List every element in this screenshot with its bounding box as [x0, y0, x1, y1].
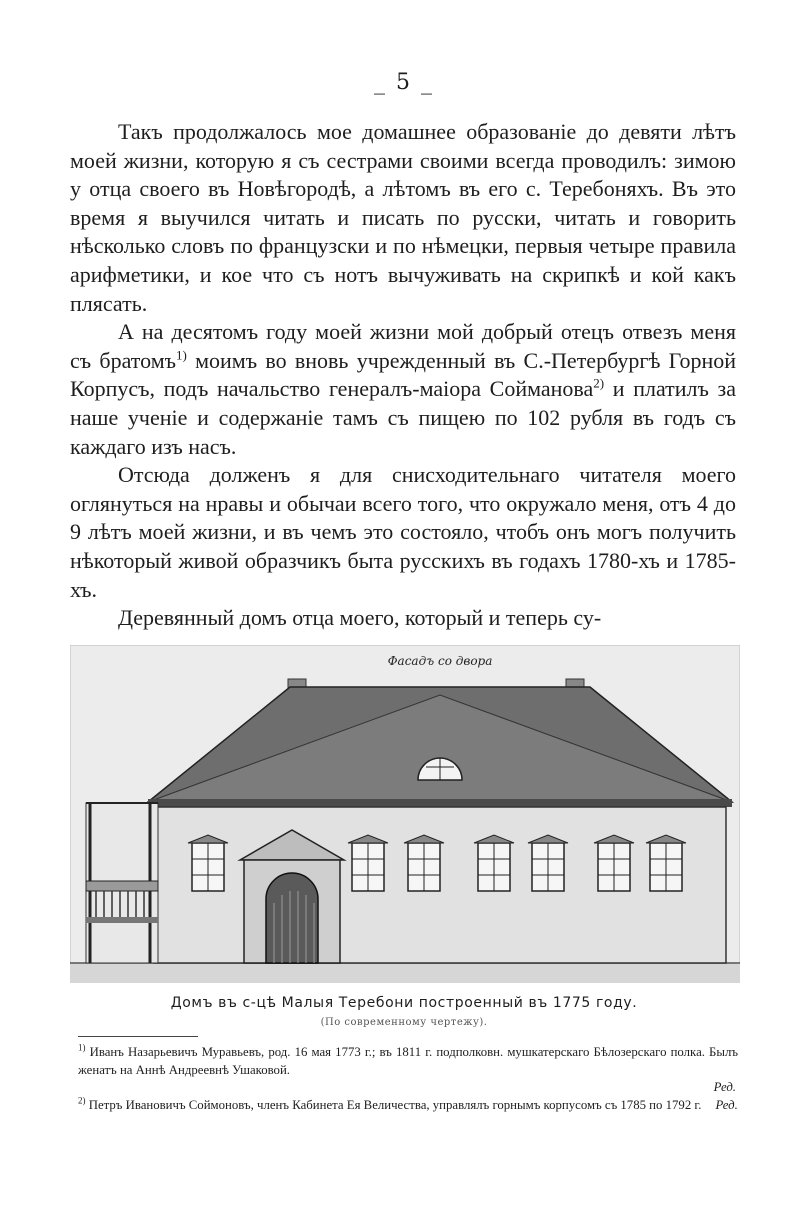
footnote-2-editor: Ред. [715, 1097, 738, 1112]
paragraph-3 [70, 461, 736, 604]
figure-subcaption: (По современному чертежу). [320, 1017, 488, 1028]
body-text [70, 118, 736, 633]
paragraph-1 [70, 118, 736, 318]
footnote-2 [78, 1097, 738, 1115]
figure-caption: Домъ въ с-цѣ Малыя Теребони построенный въ 1775 году. [170, 995, 638, 1011]
footnote-divider [78, 1036, 198, 1037]
paragraph-2-text-c: и платилъ за наше ученiе и содержанiе тамъ съ пищею по 102 рубля въ годъ съ каждаго изъ насъ. [70, 376, 736, 459]
paragraph-3-text: Отсюда долженъ я для снисходительнаго читателя моего оглянуться на нравы и обычаи всего того, что окружало меня, отъ 4 до 9 лѣтъ моей жизни, и въ чемъ это состояло, чтобъ онъ могъ получить нѣкоторый живой образчикъ быта русскихъ въ годахъ 1780-хъ и 1785-хъ. [70, 462, 736, 602]
house-facade-drawing [70, 645, 740, 983]
paragraph-2-text-a: А на десятомъ году моей жизни мой добрый отецъ отвезъ меня съ братомъ [70, 319, 736, 373]
footnote-1 [78, 1044, 738, 1097]
house-facade-figure [70, 645, 740, 983]
footnote-2-number: 2) [78, 1095, 86, 1106]
paragraph-4 [70, 604, 736, 633]
drawing-label: Фасадъ со двора [387, 654, 493, 668]
footnote-1-editor: Ред. [713, 1080, 736, 1094]
paragraph-2 [70, 318, 736, 461]
footnote-1-text: Иванъ Назарьевичъ Муравьевъ, род. 16 мая 1773 г.; въ 1811 г. подполковн. мушкатерскаго Бѣлозерскаго полка. Былъ женатъ на Аннѣ Андреевнѣ Ушаковой. [78, 1045, 738, 1077]
paragraph-4-text: Деревянный домъ отца моего, который и теперь су- [118, 605, 602, 631]
footnote-ref-1: 1) [176, 347, 187, 363]
paragraph-2-text-b: моимъ во вновь учрежденный въ С.-Петербургѣ Горной Корпусъ, подъ начальство генералъ-маiора Сойманова [70, 347, 736, 402]
footnote-ref-2: 2) [593, 376, 605, 392]
footnote-2-text: Петръ Ивановичъ Соймоновъ, членъ Кабинета Ея Величества, управлялъ горнымъ корпусомъ съ 1785 по 1792 г. [88, 1097, 702, 1112]
page-number: _ 5 _ [374, 70, 434, 95]
footnote-1-number: 1) [78, 1042, 86, 1053]
paragraph-1-text: Такъ продолжалось мое домашнее образованiе до девяти лѣтъ моей жизни, которую я съ сестрами своими всегда проводилъ: зимою у отца своего въ Новѣгородѣ, а лѣтомъ въ его с. Теребоняхъ. Въ это время я выучился читать и писать по русски, читать и говорить нѣсколько словъ по французски и по нѣмецки, первыя четыре правила арифметики, и кое что съ нотъ вычуживать на скрипкѣ и кой какъ плясать. [70, 119, 736, 316]
footnotes [78, 1044, 738, 1114]
